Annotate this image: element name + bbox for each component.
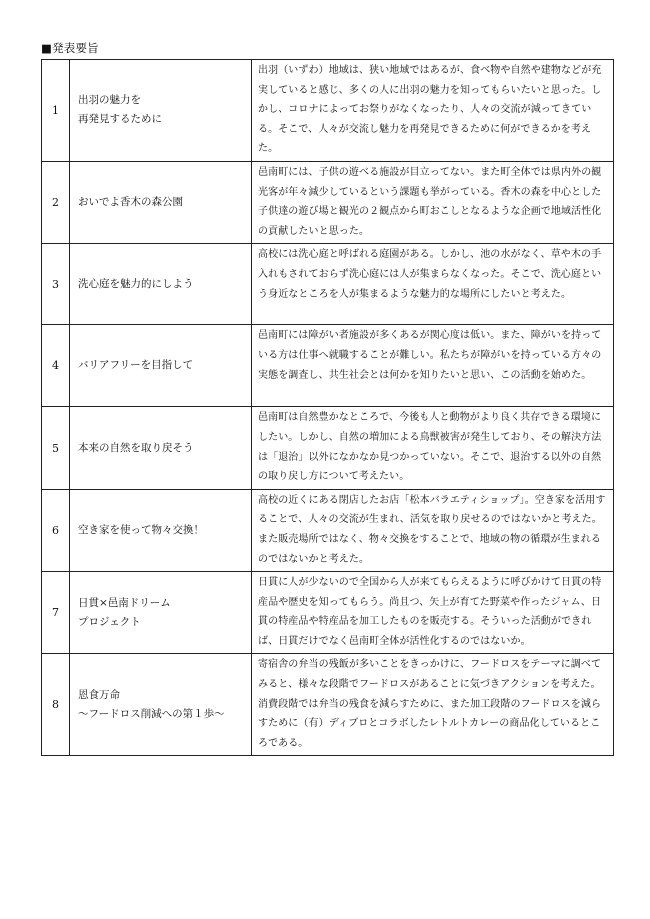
table-row [42,489,614,571]
row-title: おいでよ香木の森公園 [70,161,252,243]
row-number: 3 [42,244,70,325]
row-number: 8 [42,654,70,756]
row-number: 6 [42,489,70,571]
row-title: バリアフリーを目指して [70,325,252,407]
table-row [42,572,614,654]
table-row [42,161,614,243]
row-title: 出羽の魅力を 再発見するために [70,60,252,162]
row-title: 本来の自然を取り戻そう [70,407,252,489]
row-description: 出羽（いずわ）地域は、狭い地域ではあるが、食べ物や自然や建物などが充実していると感じ、多くの人に出羽の魅力を知ってもらいたいと思った。しかし、コロナによってお祭りがなくなったり、人々の交流が減ってきている。そこで、人々が交流し魅力を再発見できるために何ができるかを考えた。 [252,60,614,162]
row-number: 5 [42,407,70,489]
row-title: 日貫×邑南ドリーム プロジェクト [70,572,252,654]
section-heading: ■発表要旨 [41,41,99,55]
table-row [42,244,614,325]
row-title: 恩食万命 ～フードロス削減への第１歩～ [70,654,252,756]
row-description: 邑南町には、子供の遊べる施設が目立ってない。また町全体では県内外の観光客が年々減少しているという課題も挙がっている。香木の森を中心とした子供達の遊び場と観光の２観点から町おこしとなるような企画で地域活性化の貢献したいと思った。 [252,161,614,243]
row-description: 邑南町には障がい者施設が多くあるが関心度は低い。また、障がいを持っている方は仕事へ就職することが難しい。私たちが障がいを持っている方々の実態を調査し、共生社会とは何かを知りたいと思い、この活動を始めた。 [252,325,614,407]
row-description: 寄宿舎の弁当の残飯が多いことをきっかけに、フードロスをテーマに調べてみると、様々な段階でフードロスがあることに気づきアクションを考えた。消費段階では弁当の残食を減らすために、また加工段階のフードロスを減らすために（有）ディブロとコラボしたレトルトカレーの商品化しているところである。 [252,654,614,756]
table-row [42,60,614,162]
row-title: 空き家を使って物々交換！ [70,489,252,571]
table-row [42,654,614,756]
row-number: 4 [42,325,70,407]
presentation-summary-table [41,59,614,756]
row-number: 2 [42,161,70,243]
table-row [42,407,614,489]
row-description: 高校の近くにある閉店したお店「松本バラエティショップ」。空き家を活用することで、人々の交流が生まれ、活気を取り戻せるのではないかと考えた。また販売場所ではなく、物々交換をすることで、地域の物の循環が生まれるのではないかと考えた。 [252,489,614,571]
row-number: 7 [42,572,70,654]
row-number: 1 [42,60,70,162]
row-description: 邑南町は自然豊かなところで、今後も人と動物がより良く共存できる環境にしたい。しかし、自然の増加による鳥獣被害が発生しており、その解決方法は「退治」以外になかなか見つかっていない。そこで、退治する以外の自然の取り戻し方について考えたい。 [252,407,614,489]
row-title: 洗心庭を魅力的にしよう [70,244,252,325]
row-description: 高校には洗心庭と呼ばれる庭園がある。しかし、池の水がなく、草や木の手入れもされておらず洗心庭には人が集まらなくなった。そこで、洗心庭という身近なところを人が集まるような魅力的な場所にしたいと考えた。 [252,244,614,325]
table-row [42,325,614,407]
row-description: 日貫に人が少ないので全国から人が来てもらえるように呼びかけて日貫の特産品や歴史を知ってもらう。尚且つ、矢上が育てた野菜や作ったジャム、日貫の特産品や特産品を加工したものを販売する。そういった活動ができれば、日貫だけでなく邑南町全体が活性化するのではないか。 [252,572,614,654]
